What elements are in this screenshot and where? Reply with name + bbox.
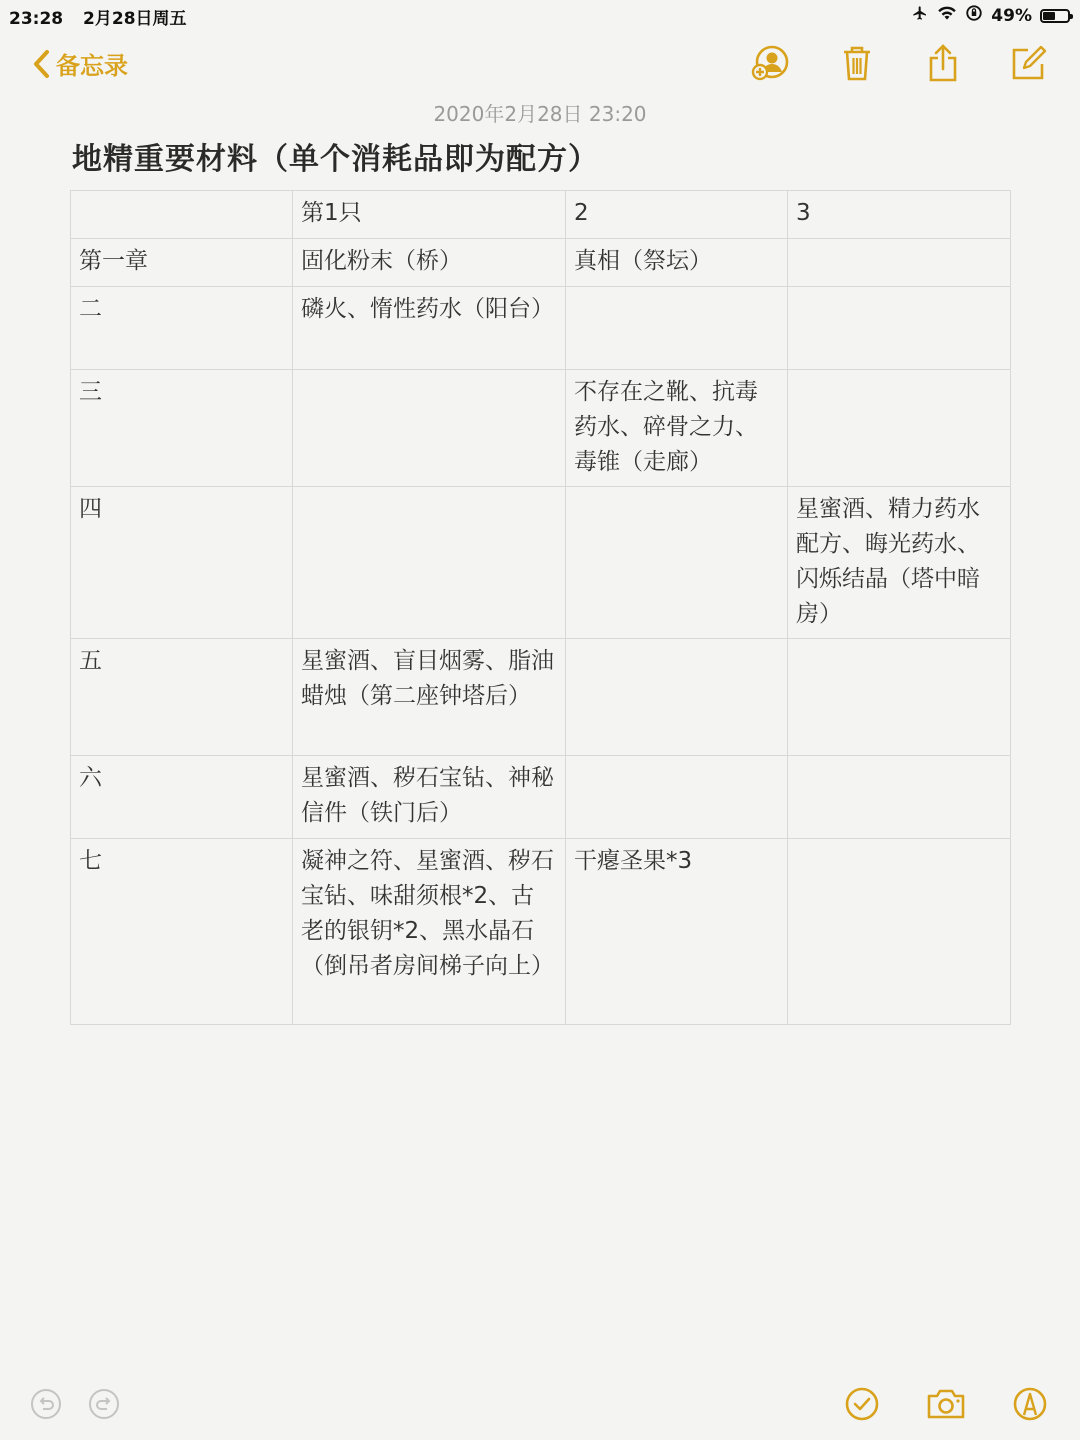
table-row (71, 839, 1011, 1025)
add-person-button[interactable] (750, 42, 792, 84)
delete-button[interactable] (836, 42, 878, 84)
note-table[interactable] (70, 190, 1011, 1025)
airplane-icon (911, 5, 929, 26)
table-cell[interactable]: 3 (788, 191, 1011, 239)
note-date: 2020年2月28日 23:20 (433, 102, 647, 126)
add-person-icon (750, 44, 792, 82)
status-bar (0, 0, 1080, 30)
bottom-toolbar (0, 1380, 1080, 1430)
table-cell[interactable] (566, 487, 788, 639)
table-cell[interactable]: 第一章 (71, 239, 293, 287)
markup-icon (1012, 1386, 1048, 1422)
undo-icon (30, 1388, 62, 1420)
nav-bar (0, 38, 1080, 92)
table-row (71, 191, 1011, 239)
chevron-left-icon (32, 49, 50, 79)
table-cell[interactable] (293, 370, 566, 487)
table-cell[interactable] (788, 839, 1011, 1025)
compose-icon (1011, 45, 1047, 81)
table-cell[interactable]: 磷火、惰性药水（阳台） (293, 287, 566, 370)
table-cell[interactable] (788, 287, 1011, 370)
table-row (71, 756, 1011, 839)
table-row (71, 639, 1011, 756)
table-cell[interactable]: 四 (71, 487, 293, 639)
table-cell[interactable]: 真相（祭坛） (566, 239, 788, 287)
redo-button[interactable] (84, 1384, 124, 1424)
camera-icon (926, 1388, 966, 1420)
table-cell[interactable]: 凝神之符、星蜜酒、秽石宝钻、味甜须根*2、古老的银钥*2、黑水晶石（倒吊者房间梯子向上） (293, 839, 566, 1025)
table-cell[interactable]: 六 (71, 756, 293, 839)
table-cell[interactable] (566, 639, 788, 756)
table-cell[interactable]: 2 (566, 191, 788, 239)
back-button[interactable] (32, 46, 128, 81)
checklist-button[interactable] (842, 1384, 882, 1424)
trash-icon (841, 44, 873, 82)
table-cell[interactable]: 干瘪圣果*3 (566, 839, 788, 1025)
rotation-lock-icon (965, 4, 983, 27)
table-cell[interactable]: 第1只 (293, 191, 566, 239)
table-cell[interactable]: 五 (71, 639, 293, 756)
checklist-icon (844, 1386, 880, 1422)
wifi-icon (937, 5, 957, 26)
table-row (71, 239, 1011, 287)
table-row (71, 487, 1011, 639)
redo-icon (88, 1388, 120, 1420)
table-cell[interactable]: 三 (71, 370, 293, 487)
markup-button[interactable] (1010, 1384, 1050, 1424)
table-cell[interactable]: 固化粉末（桥） (293, 239, 566, 287)
compose-button[interactable] (1008, 42, 1050, 84)
table-cell[interactable]: 不存在之靴、抗毒药水、碎骨之力、毒锥（走廊） (566, 370, 788, 487)
table-cell[interactable] (788, 239, 1011, 287)
table-cell[interactable] (566, 756, 788, 839)
note-title[interactable]: 地精重要材料（单个消耗品即为配方） (72, 142, 599, 177)
battery-percent: 49% (991, 5, 1032, 26)
undo-button[interactable] (26, 1384, 66, 1424)
table-cell[interactable] (788, 370, 1011, 487)
battery-icon (1040, 9, 1070, 23)
table-cell[interactable]: 七 (71, 839, 293, 1025)
table-cell[interactable]: 星蜜酒、精力药水配方、晦光药水、闪烁结晶（塔中暗房） (788, 487, 1011, 639)
table-cell[interactable]: 星蜜酒、盲目烟雾、脂油蜡烛（第二座钟塔后） (293, 639, 566, 756)
table-cell[interactable]: 星蜜酒、秽石宝钻、神秘信件（铁门后） (293, 756, 566, 839)
share-icon (927, 43, 959, 83)
table-cell[interactable] (293, 487, 566, 639)
camera-button[interactable] (926, 1384, 966, 1424)
table-cell[interactable] (788, 756, 1011, 839)
table-cell[interactable] (71, 191, 293, 239)
back-button-label: 备忘录 (56, 52, 128, 80)
table-row (71, 370, 1011, 487)
table-cell[interactable]: 二 (71, 287, 293, 370)
status-time: 23:28 (9, 9, 64, 29)
status-date: 2月28日周五 (83, 9, 187, 29)
table-cell[interactable] (788, 639, 1011, 756)
share-button[interactable] (922, 42, 964, 84)
table-cell[interactable] (566, 287, 788, 370)
table-row (71, 287, 1011, 370)
